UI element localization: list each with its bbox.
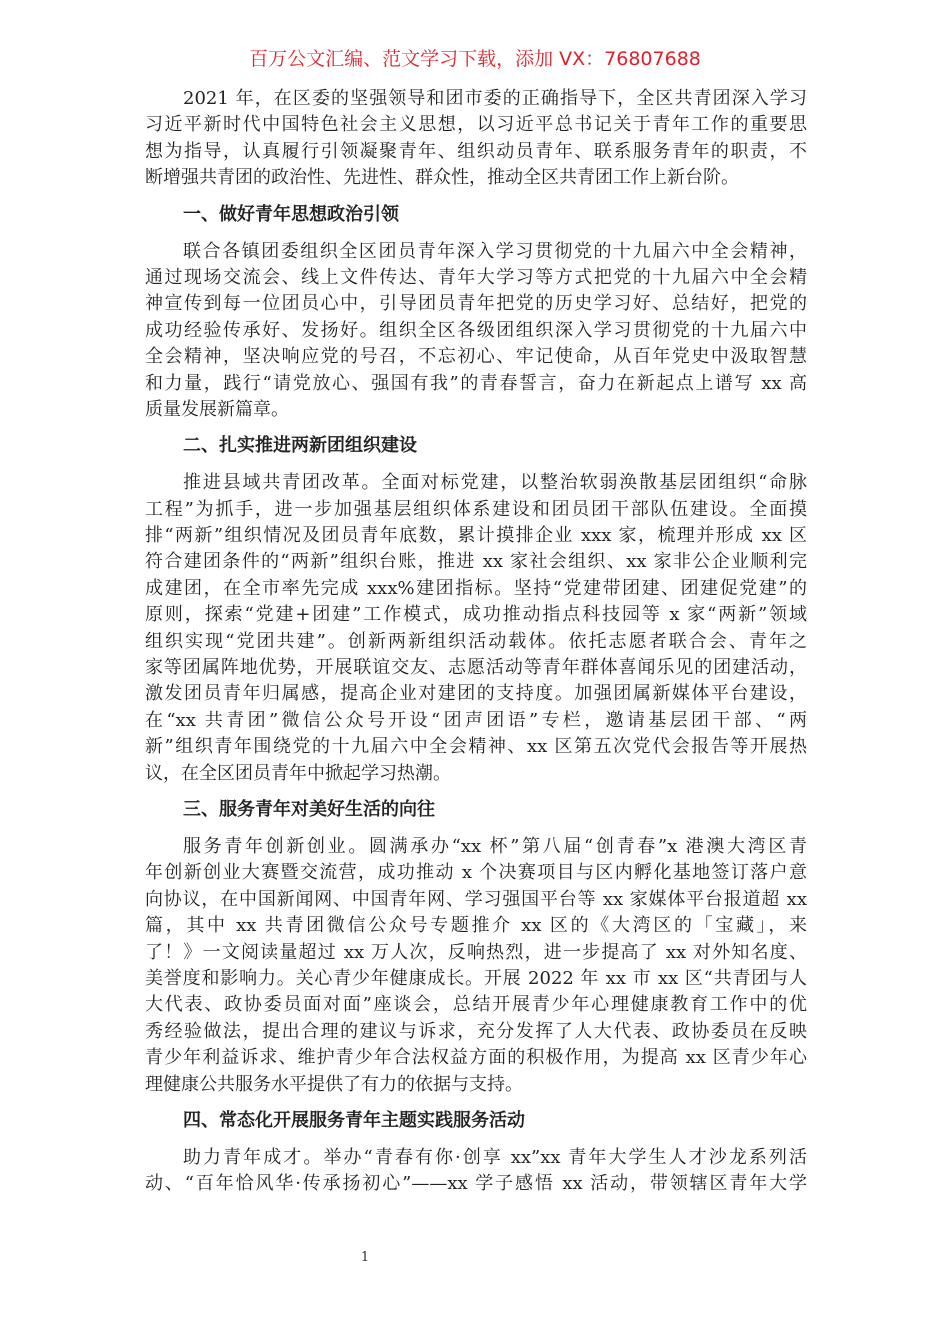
text-line: 向协议，在中国新闻网、中国青年网、学习强国平台等 xx 家媒体平台报道超 xx <box>145 888 807 910</box>
text-line: 符合建团条件的“两新”组织台账，推进 xx 家社会组织、xx 家非公企业顺利完 <box>145 551 807 573</box>
paragraph <box>145 86 807 192</box>
text-line: 断增强共青团的政治性、先进性、群众性，推动全区共青团工作上新台阶。 <box>145 167 739 189</box>
text-line: 助力青年成才。举办“青春有你·创享 xx”xx 青年大学生人才沙龙系列活 <box>183 1146 807 1168</box>
text-line: 动、“百年恰风华·传承扬初心”——xx 学子感悟 xx 活动，带领辖区青年大学 <box>145 1173 807 1195</box>
text-line: 服务青年创新创业。圆满承办“xx 杯”第八届“创青春”x 港澳大湾区青 <box>183 835 807 857</box>
text-line: 神宣传到每一位团员心中，引导团员青年把党的历史学习好、总结好，把党的 <box>145 293 807 315</box>
text-line: 大代表、政协委员面对面”座谈会，总结开展青少年心理健康教育工作中的优 <box>145 994 807 1016</box>
section-heading: 二、扎实推进两新团组织建设 <box>183 435 417 457</box>
text-line: 议，在全区团员青年中掀起学习热潮。 <box>145 762 451 784</box>
section-heading: 一、做好青年思想政治引领 <box>183 203 399 225</box>
text-line: 和力量，践行“请党放心、强国有我”的青春誓言，奋力在新起点上谱写 xx 高 <box>145 372 807 394</box>
document-body <box>145 86 807 1198</box>
text-line: 了！》一文阅读量超过 xx 万人次，反响热烈，进一步提高了 xx 对外知名度、 <box>145 941 807 963</box>
section-heading: 四、常态化开展服务青年主题实践服务活动 <box>183 1109 525 1131</box>
text-line: 排“两新”组织情况及团员青年底数，累计摸排企业 xxx 家，梳理并形成 xx 区 <box>145 525 807 547</box>
page-number: 1 <box>360 1250 370 1265</box>
text-line: 想为指导，认真履行引领凝聚青年、组织动员青年、联系服务青年的职责，不 <box>145 140 807 162</box>
watermark-banner: 百万公文汇编、范文学习下载，添加 VX：76807688 <box>249 48 701 70</box>
text-line: 秀经验做法，提出合理的建议与诉求，充分发挥了人大代表、政协委员在反映 <box>145 1020 807 1042</box>
text-line: 成建团，在全市率先完成 xxx%建团指标。坚持“党建带团建、团建促党建”的 <box>145 577 807 599</box>
text-line: 工程”为抓手，进一步加强基层组织体系建设和团员团干部队伍建设。全面摸 <box>145 498 807 520</box>
paragraph <box>145 1145 807 1198</box>
paragraph <box>145 834 807 1098</box>
text-line: 原则，探索“党建+团建”工作模式，成功推动指点科技园等 x 家“两新”领域 <box>145 604 807 626</box>
text-line: 2021 年，在区委的坚强领导和团市委的正确指导下，全区共青团深入学习 <box>183 88 807 109</box>
text-line: 在“xx 共青团”微信公众号开设“团声团语”专栏，邀请基层团干部、“两 <box>145 709 807 731</box>
text-line: 美誉度和影响力。关心青少年健康成长。开展 2022 年 xx 市 xx 区“共青团与人 <box>145 967 807 989</box>
text-line: 青少年利益诉求、维护青少年合法权益方面的积极作用，为提高 xx 区青少年心 <box>145 1047 807 1069</box>
text-line: 习近平新时代中国特色社会主义思想，以习近平总书记关于青年工作的重要思 <box>145 114 807 136</box>
paragraph <box>145 470 807 787</box>
text-line: 理健康公共服务水平提供了有力的依据与支持。 <box>145 1073 523 1095</box>
text-line: 通过现场交流会、线上文件传达、青年大学习等方式把党的十九届六中全会精 <box>145 266 807 288</box>
text-line: 年创新创业大赛暨交流营，成功推动 x 个决赛项目与区内孵化基地签订落户意 <box>145 862 807 884</box>
paragraph <box>145 239 807 424</box>
text-line: 新”组织青年围绕党的十九届六中全会精神、xx 区第五次党代会报告等开展热 <box>145 736 807 758</box>
text-line: 联合各镇团委组织全区团员青年深入学习贯彻党的十九届六中全会精神， <box>183 240 807 262</box>
text-line: 全会精神，坚决响应党的号召，不忘初心、牢记使命，从百年党史中汲取智慧 <box>145 346 807 368</box>
section-heading: 三、服务青年对美好生活的向往 <box>183 798 435 820</box>
text-line: 家等团属阵地优势，开展联谊交友、志愿活动等青年群体喜闻乐见的团建活动， <box>145 657 807 679</box>
text-line: 组织实现“党团共建”。创新两新组织活动载体。依托志愿者联合会、青年之 <box>145 630 807 652</box>
text-line: 质量发展新篇章。 <box>145 398 289 420</box>
text-line: 篇，其中 xx 共青团微信公众号专题推介 xx 区的《大湾区的「宝藏」，来 <box>145 915 807 937</box>
text-line: 激发团员青年归属感，提高企业对建团的支持度。加强团属新媒体平台建设， <box>145 683 807 705</box>
text-line: 推进县域共青团改革。全面对标党建，以整治软弱涣散基层团组织“命脉 <box>183 472 807 494</box>
text-line: 成功经验传承好、发扬好。组织全区各级团组织深入学习贯彻党的十九届六中 <box>145 319 807 341</box>
